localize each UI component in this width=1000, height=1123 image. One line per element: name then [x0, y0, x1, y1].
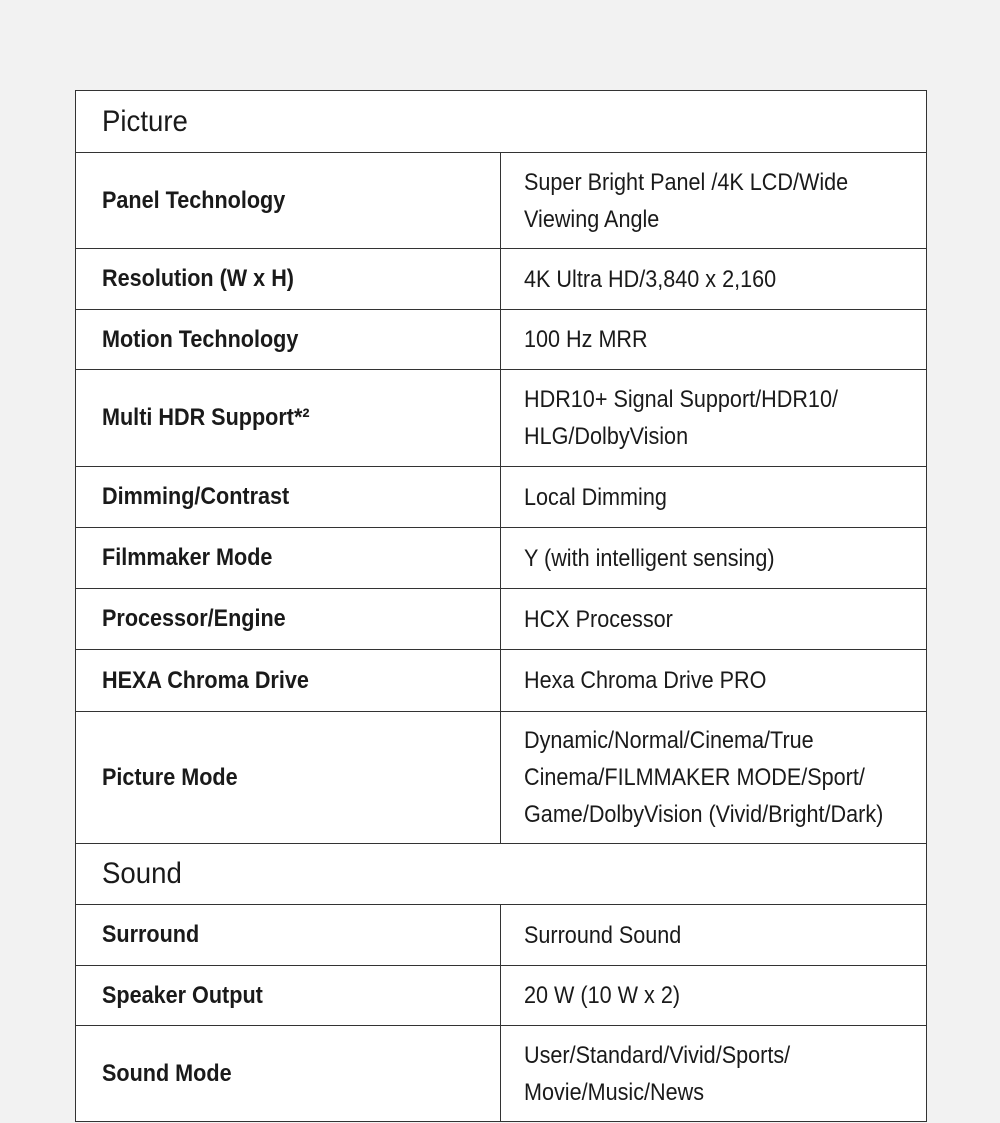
spec-value-cell — [501, 712, 927, 844]
spec-label: Surround — [102, 921, 200, 948]
spec-value: Hexa Chroma Drive PRO — [524, 667, 767, 694]
spec-value: 100 Hz MRR — [524, 326, 648, 353]
spec-label: Resolution (W x H) — [102, 265, 294, 292]
spec-table — [75, 90, 927, 1122]
spec-label-cell — [76, 712, 501, 844]
table-row — [76, 370, 927, 467]
spec-label: Picture Mode — [102, 763, 238, 791]
section-title-text: Sound — [102, 857, 182, 890]
spec-label: HEXA Chroma Drive — [102, 666, 309, 694]
spec-value-cell — [501, 467, 927, 528]
spec-label-cell — [76, 650, 501, 712]
spec-value: Local Dimming — [524, 483, 667, 511]
section-title-text: Picture — [102, 104, 188, 138]
spec-value-cell — [501, 370, 927, 467]
spec-value-cell — [501, 966, 927, 1026]
spec-label-cell — [76, 310, 501, 370]
spec-value-cell — [501, 905, 927, 966]
spec-value: Surround Sound — [524, 921, 682, 949]
spec-value: HDR10+ Signal Support/HDR10/ HLG/DolbyVision — [524, 386, 838, 450]
spec-label-cell — [76, 589, 501, 650]
spec-value: Y (with intelligent sensing) — [524, 544, 775, 572]
table-row — [76, 1026, 927, 1122]
spec-label: Filmmaker Mode — [102, 544, 273, 571]
spec-label: Motion Technology — [102, 325, 299, 353]
spec-value: 20 W (10 W x 2) — [524, 982, 681, 1009]
table-row — [76, 249, 927, 310]
table-row — [76, 528, 927, 589]
table-row — [76, 712, 927, 844]
spec-label-cell — [76, 467, 501, 528]
spec-value-cell — [501, 589, 927, 650]
spec-value: HCX Processor — [524, 605, 673, 633]
table-row — [76, 467, 927, 528]
section-header-row — [76, 844, 927, 905]
spec-label-cell — [76, 905, 501, 966]
spec-label-cell — [76, 153, 501, 249]
spec-value-cell — [501, 153, 927, 249]
spec-value: User/Standard/Vivid/Sports/ Movie/Music/News — [524, 1041, 791, 1106]
spec-value: Dynamic/Normal/Cinema/True Cinema/FILMMAKER MODE/Sport/ Game/DolbyVision (Vivid/Bright/Dark) — [524, 727, 884, 828]
spec-value-cell — [501, 249, 927, 310]
spec-label: Multi HDR Support*² — [102, 404, 310, 431]
spec-label-cell — [76, 370, 501, 467]
spec-value-cell — [501, 310, 927, 370]
spec-value-cell — [501, 1026, 927, 1122]
spec-label: Panel Technology — [102, 186, 286, 214]
section-title-picture — [76, 91, 927, 153]
spec-label-cell — [76, 249, 501, 310]
spec-value-cell — [501, 650, 927, 712]
table-row — [76, 310, 927, 370]
table-row — [76, 153, 927, 249]
table-row — [76, 589, 927, 650]
table-row — [76, 905, 927, 966]
spec-label-cell — [76, 528, 501, 589]
spec-label: Processor/Engine — [102, 605, 286, 632]
spec-value-cell — [501, 528, 927, 589]
spec-value: 4K Ultra HD/3,840 x 2,160 — [524, 265, 777, 293]
section-header-row — [76, 91, 927, 153]
spec-label-cell — [76, 1026, 501, 1122]
table-row — [76, 650, 927, 712]
spec-label: Speaker Output — [102, 981, 263, 1009]
spec-value: Super Bright Panel /4K LCD/Wide Viewing Angle — [524, 168, 849, 233]
spec-label-cell — [76, 966, 501, 1026]
spec-label: Sound Mode — [102, 1059, 232, 1087]
table-row — [76, 966, 927, 1026]
spec-label: Dimming/Contrast — [102, 483, 290, 510]
section-title-sound — [76, 844, 927, 905]
